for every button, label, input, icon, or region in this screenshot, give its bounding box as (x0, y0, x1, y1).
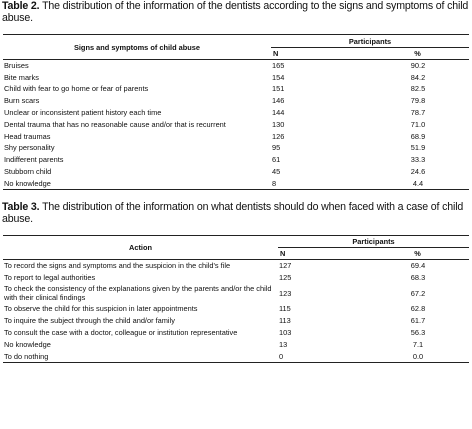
table3-cell-pct: 7.1 (412, 340, 424, 350)
table3-caption (2, 201, 470, 225)
table3-cell-n: 125 (279, 272, 292, 282)
table3-cell-n: 13 (279, 340, 288, 350)
table2-cell-pct: 68.9 (410, 131, 426, 141)
table3-row (3, 327, 469, 339)
table3-body (3, 259, 469, 362)
table2-cell-n: 146 (272, 96, 285, 106)
table3-cell-label: To report to legal authorities (4, 272, 96, 282)
table2-cell-label: Indifferent parents (4, 155, 64, 165)
table3-cell-n: 115 (279, 304, 291, 314)
table2-cell-n: 8 (271, 177, 366, 189)
table3-cell-label: To check the consistency of the explanations given by the parents and/or the child with their clinical findings (4, 284, 272, 303)
table3-header-n: N (278, 247, 366, 259)
table2-cell-pct: 84.2 (410, 72, 426, 82)
table2-row (3, 118, 469, 130)
table2-header-signs: Signs and symptoms of child abuse (3, 35, 271, 60)
table2-cell-label: Burn scars (4, 96, 40, 106)
table3-cell-pct: 62.8 (410, 304, 426, 314)
table2-cell-n: 130 (272, 119, 285, 129)
table2-row (3, 83, 469, 95)
table2-cell-pct: 24.6 (410, 167, 426, 177)
table2-row (3, 142, 469, 154)
table2-cell-pct: 82.5 (410, 84, 426, 94)
table2-cell-n: 45 (272, 167, 281, 177)
table3-cell-pct: 68.3 (410, 272, 426, 282)
table3-cell-label: No knowledge (4, 340, 51, 350)
table3-cell-label: To consult the case with a doctor, colleague or institution representative (4, 328, 238, 338)
table3-caption-text: The distribution of the information on what dentists should do when faced with a case of child abuse. (2, 200, 464, 225)
table3-row (3, 283, 469, 303)
table2-row (3, 166, 469, 178)
table2-cell-label: Stubborn child (4, 167, 52, 177)
table2-header-participants: Participants (271, 35, 469, 48)
table2-header-pct: % (366, 48, 469, 60)
table2-row (3, 71, 469, 83)
table3-header-pct: % (366, 247, 469, 259)
table2-cell-n: 95 (272, 143, 281, 153)
table2-caption-text: The distribution of the information of the dentists according to the signs and symptoms of child abuse. (2, 0, 469, 24)
table3-cell-pct: 67.2 (410, 288, 426, 298)
table3-header-participants: Participants (278, 235, 469, 247)
table2-body (3, 60, 469, 190)
table2-cell-label: Shy personality (4, 143, 55, 153)
table2-caption-label: Table 2. (2, 0, 40, 12)
table2-row (3, 177, 469, 189)
table2-row (3, 130, 469, 142)
table3-row (3, 351, 469, 363)
table2-header-n: N (271, 48, 366, 60)
table3 (3, 235, 469, 363)
table2-cell-n: 61 (272, 155, 281, 165)
table2-cell-pct: 4.4 (366, 177, 469, 189)
table3-cell-label: To record the signs and symptoms and the suspicion in the child's file (4, 260, 231, 270)
table3-cell-pct: 69.4 (410, 260, 426, 270)
table2-cell-label: Unclear or inconsistent patient history each time (4, 108, 162, 118)
table3-cell-pct: 0.0 (366, 351, 469, 363)
table2-row (3, 154, 469, 166)
table2-cell-label: No knowledge (3, 177, 271, 189)
table2-cell-label: Child with fear to go home or fear of parents (4, 84, 149, 94)
table2-cell-n: 154 (272, 72, 285, 82)
table3-row (3, 303, 469, 315)
table2-row (3, 95, 469, 107)
table2-cell-pct: 33.3 (410, 155, 426, 165)
table2-cell-pct: 78.7 (410, 108, 426, 118)
table3-cell-label: To do nothing (3, 351, 278, 363)
table3-cell-n: 0 (278, 351, 366, 363)
table2-row (3, 107, 469, 119)
table3-cell-label: To observe the child for this suspicion in later appointments (4, 304, 198, 314)
table2-cell-pct: 71.0 (410, 119, 426, 129)
table2-cell-label: Bite marks (4, 72, 39, 82)
table2-caption (2, 0, 470, 24)
table2-cell-n: 126 (272, 131, 285, 141)
table3-row (3, 259, 469, 271)
table3-header-action: Action (3, 235, 278, 259)
table2-cell-n: 151 (272, 84, 285, 94)
table3-caption-label: Table 3. (2, 200, 40, 213)
table2-cell-label: Head traumas (4, 131, 51, 141)
table3-cell-n: 103 (279, 328, 292, 338)
table3-row (3, 339, 469, 351)
table3-row (3, 271, 469, 283)
table2 (3, 34, 469, 190)
table2-cell-pct: 51.9 (410, 143, 426, 153)
table2-cell-pct: 79.8 (410, 96, 426, 106)
table2-cell-label: Dental trauma that has no reasonable cause and/or that is recurrent (4, 119, 226, 129)
table2-cell-n: 165 (272, 61, 285, 71)
table2-cell-label: Bruises (4, 61, 29, 71)
table3-cell-n: 127 (279, 260, 292, 270)
table3-cell-n: 123 (279, 288, 292, 298)
table2-cell-n: 144 (272, 108, 285, 118)
table2-row (3, 60, 469, 72)
table3-cell-pct: 61.7 (410, 316, 426, 326)
table3-cell-label: To inquire the subject through the child and/or family (4, 316, 175, 326)
table3-row (3, 315, 469, 327)
table3-cell-n: 113 (279, 316, 291, 326)
table3-cell-pct: 56.3 (410, 328, 426, 338)
table2-cell-pct: 90.2 (410, 61, 426, 71)
